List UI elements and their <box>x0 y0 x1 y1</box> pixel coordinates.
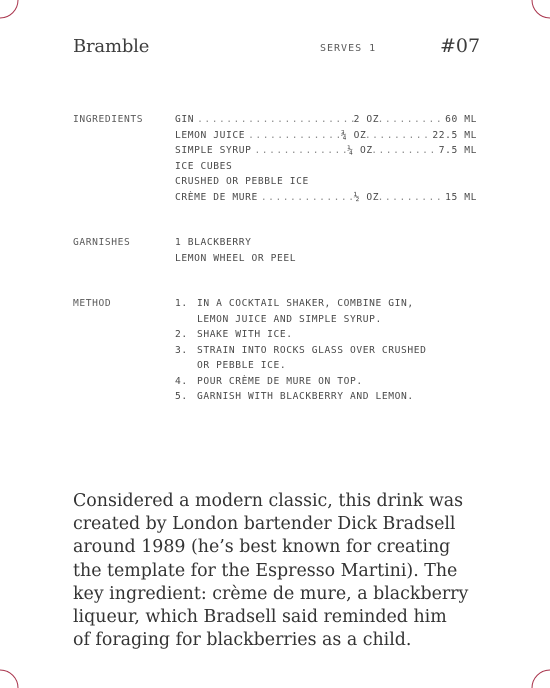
leader-dots <box>379 112 445 128</box>
step-number: 5. <box>175 391 188 402</box>
serves-label: SERVES 1 <box>320 43 377 54</box>
method-step <box>175 343 427 359</box>
leader-dots <box>366 128 432 144</box>
description-line: of foraging for blackberries as a child. <box>73 630 412 651</box>
description-line: around 1989 (he’s best known for creating <box>73 537 451 558</box>
step-text: STRAIN INTO ROCKS GLASS OVER CRUSHED <box>197 344 427 356</box>
ingredient-row <box>175 112 477 128</box>
method-steps <box>175 296 427 405</box>
method-step-continuation <box>175 312 427 328</box>
garnish-item: LEMON WHEEL OR PEEL <box>175 252 297 264</box>
ingredient-ml: 60 ML <box>445 114 477 125</box>
leader-dots <box>252 143 348 159</box>
description-line: the template for the Espresso Martini). The <box>73 560 458 581</box>
description-line: key ingredient: crème de mure, a blackberry <box>73 583 469 604</box>
ingredient-ml: 7.5 ML <box>438 145 477 156</box>
method-label: METHOD <box>73 298 112 309</box>
step-text: IN A COCKTAIL SHAKER, COMBINE GIN, <box>197 298 414 309</box>
ingredient-row <box>175 143 477 159</box>
step-text: POUR CRÈME DE MURE ON TOP. <box>197 375 363 387</box>
description-line: created by London bartender Dick Bradsell <box>73 514 456 535</box>
corner-arc-bottom-right <box>526 664 550 688</box>
ingredient-oz: 2 OZ <box>353 114 380 125</box>
method-step <box>175 296 427 312</box>
corner-arc-bottom-left <box>0 664 24 688</box>
ingredient-oz: ¼ OZ <box>347 145 373 156</box>
leader-dots <box>258 190 354 206</box>
leader-dots <box>194 112 353 128</box>
ingredient-name: SIMPLE SYRUP <box>175 145 252 156</box>
step-number: 1. <box>175 298 188 309</box>
ingredient-oz: ¾ OZ <box>340 129 367 141</box>
ingredient-row <box>175 190 477 206</box>
corner-arc-top-left <box>0 0 24 24</box>
ingredient-ml: 15 ML <box>445 191 477 203</box>
ingredient-row: ICE CUBES <box>175 160 233 172</box>
step-text: GARNISH WITH BLACKBERRY AND LEMON. <box>197 391 414 402</box>
recipe-title: Bramble <box>73 36 150 57</box>
ingredient-row: CRUSHED OR PEBBLE ICE <box>175 176 309 187</box>
ingredient-name: GIN <box>175 114 195 125</box>
leader-dots <box>245 128 341 144</box>
garnishes-label: GARNISHES <box>73 237 131 248</box>
recipe-number: #07 <box>440 35 481 57</box>
leader-dots <box>373 143 439 159</box>
step-number: 4. <box>175 375 188 387</box>
ingredient-name: LEMON JUICE <box>175 129 246 141</box>
corner-arc-top-right <box>526 0 550 24</box>
ingredient-name: CRÈME DE MURE <box>175 191 258 203</box>
description-paragraph <box>73 490 483 652</box>
ingredients-label: INGREDIENTS <box>73 114 144 125</box>
step-text: OR PEBBLE ICE. <box>197 360 287 371</box>
step-number: 3. <box>175 344 188 356</box>
method-step <box>175 389 427 405</box>
step-text: SHAKE WITH ICE. <box>197 329 293 340</box>
step-text: LEMON JUICE AND SIMPLE SYRUP. <box>197 313 382 325</box>
ingredient-row <box>175 128 477 144</box>
ingredients-list <box>175 112 477 205</box>
method-step <box>175 374 427 390</box>
description-line: Considered a modern classic, this drink was <box>73 491 464 511</box>
method-step <box>175 327 427 343</box>
garnishes-list <box>175 235 296 266</box>
ingredient-oz: ½ OZ <box>353 191 380 203</box>
garnish-item: 1 BLACKBERRY <box>175 237 252 248</box>
ingredient-ml: 22.5 ML <box>432 129 477 141</box>
leader-dots <box>379 190 445 206</box>
method-step-continuation <box>175 358 427 374</box>
step-number: 2. <box>175 329 188 340</box>
description-line: liqueur, which Bradsell said reminded him <box>73 607 447 628</box>
